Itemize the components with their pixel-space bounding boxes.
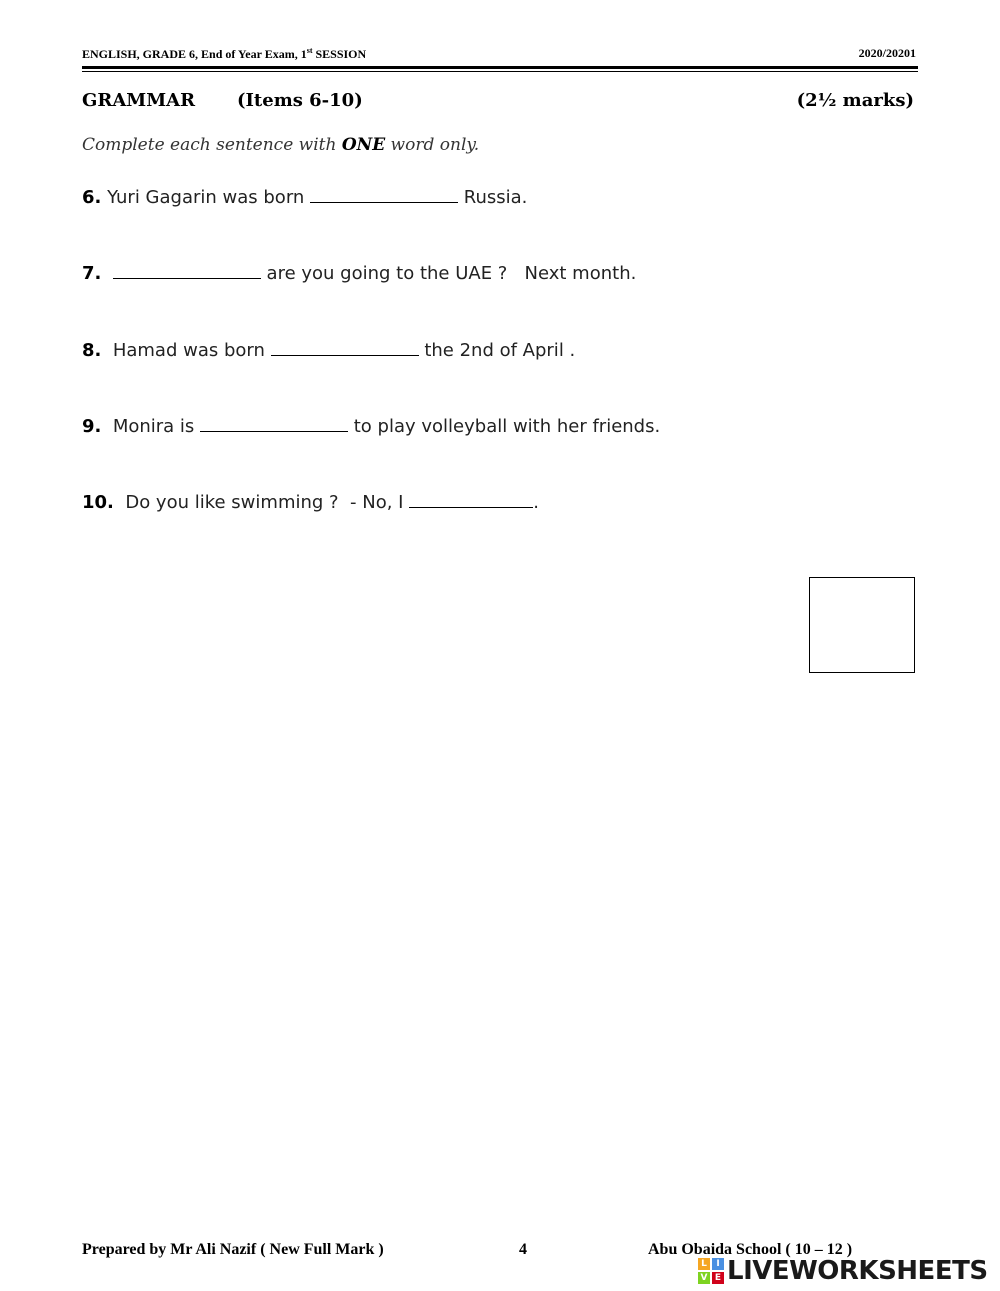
logo-letter-i: I (712, 1258, 724, 1270)
section-items: (Items 6-10) (237, 90, 363, 111)
footer-prepared-by: Prepared by Mr Ali Nazif ( New Full Mark ) (82, 1241, 384, 1258)
question-9: 9. Monira is to play volleyball with her friends. (82, 416, 661, 437)
question-10: 10. Do you like swimming ? - No, I . (82, 492, 539, 513)
liveworksheets-logo (698, 1256, 988, 1286)
header-rule-thin (82, 71, 918, 72)
logo-letter-l: L (698, 1258, 710, 1270)
answer-blank-8[interactable] (271, 339, 419, 356)
question-6: 6. Yuri Gagarin was born Russia. (82, 187, 528, 208)
page-header (82, 46, 916, 62)
question-7: 7. are you going to the UAE ? Next month. (82, 263, 637, 284)
instruction: Complete each sentence with ONE word only. (82, 135, 480, 155)
answer-blank-6[interactable] (310, 186, 458, 203)
footer-page-number: 4 (519, 1241, 527, 1258)
logo-text: LIVEWORKSHEETS (727, 1256, 988, 1286)
academic-year: 2020/20201 (858, 46, 916, 60)
exam-title: ENGLISH, GRADE 6, End of Year Exam, 1st SESSION (82, 46, 367, 61)
section-marks: (2½ marks) (796, 90, 914, 111)
logo-letter-e: E (712, 1272, 724, 1284)
question-8: 8. Hamad was born the 2nd of April . (82, 340, 576, 361)
header-rule-thick (82, 66, 918, 69)
answer-blank-9[interactable] (200, 415, 348, 432)
score-box (809, 577, 915, 673)
logo-letter-v: V (698, 1272, 710, 1284)
logo-icon (698, 1258, 724, 1284)
answer-blank-10[interactable] (409, 491, 533, 508)
section-title: GRAMMAR (82, 90, 196, 111)
footer-school: Abu Obaida School ( 10 – 12 ) (648, 1241, 853, 1258)
answer-blank-7[interactable] (113, 262, 261, 279)
